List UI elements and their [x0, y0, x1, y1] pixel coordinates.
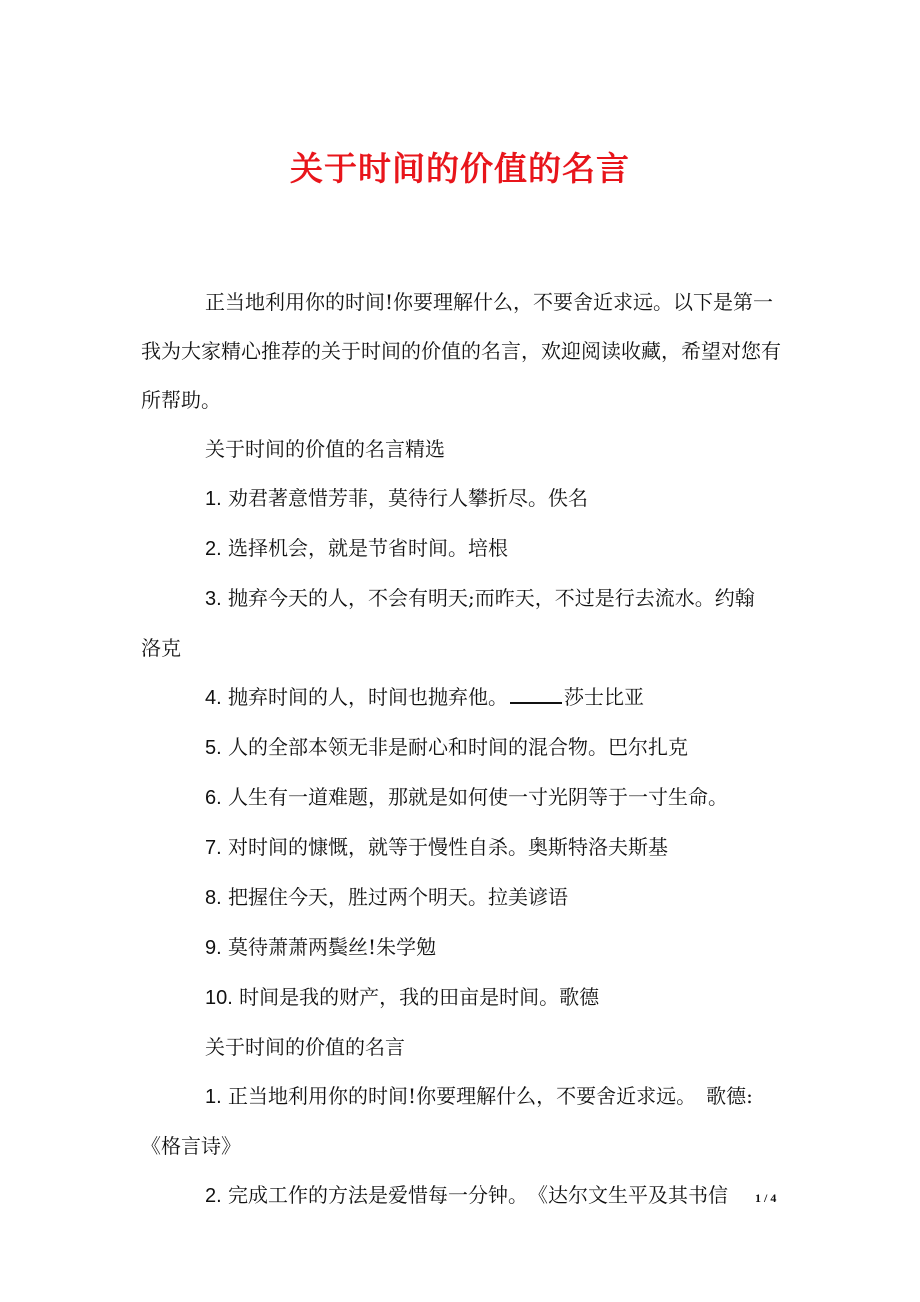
quote-text: 人的全部本领无非是耐心和时间的混合物。巴尔扎克: [228, 735, 689, 759]
document-title: 关于时间的价值的名言: [290, 149, 630, 188]
quote-item: [141, 973, 781, 1023]
quote-text: 抛弃今天的人，不会有明天;而昨天，不过是行去流水。约翰 洛克: [141, 586, 755, 660]
quote-text: 完成工作的方法是爱惜每一分钟。 《达尔文生平及其书信: [228, 1183, 729, 1207]
quote-number: 5.: [205, 737, 222, 759]
quote-number: 1.: [205, 488, 222, 510]
quote-item: [141, 723, 781, 773]
quote-text: 莫待萧萧两鬓丝!朱学勉: [228, 935, 437, 959]
quote-item: [141, 873, 781, 923]
intro-paragraph: 正当地利用你的时间!你要理解什么，不要舍近求远。以下是第一我为大家精心推荐的关于时间的价值的名言，欢迎阅读收藏，希望对您有所帮助。: [141, 290, 781, 412]
quote-item: [141, 474, 781, 524]
quote-number: 8.: [205, 887, 222, 909]
quote-item: [141, 823, 781, 873]
quote-item: [141, 673, 781, 723]
quote-item: [141, 574, 781, 673]
quote-number: 9.: [205, 937, 222, 959]
quote-text: 对时间的慷慨，就等于慢性自杀。奥斯特洛夫斯基: [228, 835, 669, 859]
quote-number: 6.: [205, 787, 222, 809]
quote-item: [141, 1072, 781, 1171]
quote-item: [141, 923, 781, 973]
quote-text: 劝君著意惜芳菲，莫待行人攀折尽。佚名: [228, 486, 589, 510]
underline-blank: [510, 684, 562, 704]
section-heading-quotes: 关于时间的价值的名言: [205, 1035, 405, 1059]
quote-number: 7.: [205, 837, 222, 859]
quote-author: 莎士比亚: [564, 685, 645, 709]
quote-text: 人生有一道难题，那就是如何使一寸光阴等于一寸生命。: [228, 785, 729, 809]
quote-number: 4.: [205, 687, 222, 709]
quote-item: [141, 1171, 781, 1221]
document-body: [141, 278, 781, 1221]
quote-text: 选择机会，就是节省时间。培根: [228, 536, 509, 560]
quote-number: 10.: [205, 987, 233, 1009]
page-number: 1 / 4: [755, 1191, 777, 1205]
quote-number: 2.: [205, 538, 222, 560]
quote-text: 抛弃时间的人，时间也抛弃他。: [228, 685, 509, 709]
quote-text: 时间是我的财产，我的田亩是时间。歌德: [239, 985, 600, 1009]
section-heading-selected-quotes: 关于时间的价值的名言精选: [205, 437, 445, 461]
quote-text: 把握住今天，胜过两个明天。拉美谚语: [228, 885, 569, 909]
quote-item: [141, 524, 781, 574]
quote-number: 2.: [205, 1185, 222, 1207]
quote-item: [141, 773, 781, 823]
quote-number: 1.: [205, 1086, 222, 1108]
quote-text: 正当地利用你的时间!你要理解什么，不要舍近求远。 歌德:《格言诗》: [141, 1084, 753, 1158]
quote-number: 3.: [205, 588, 222, 610]
